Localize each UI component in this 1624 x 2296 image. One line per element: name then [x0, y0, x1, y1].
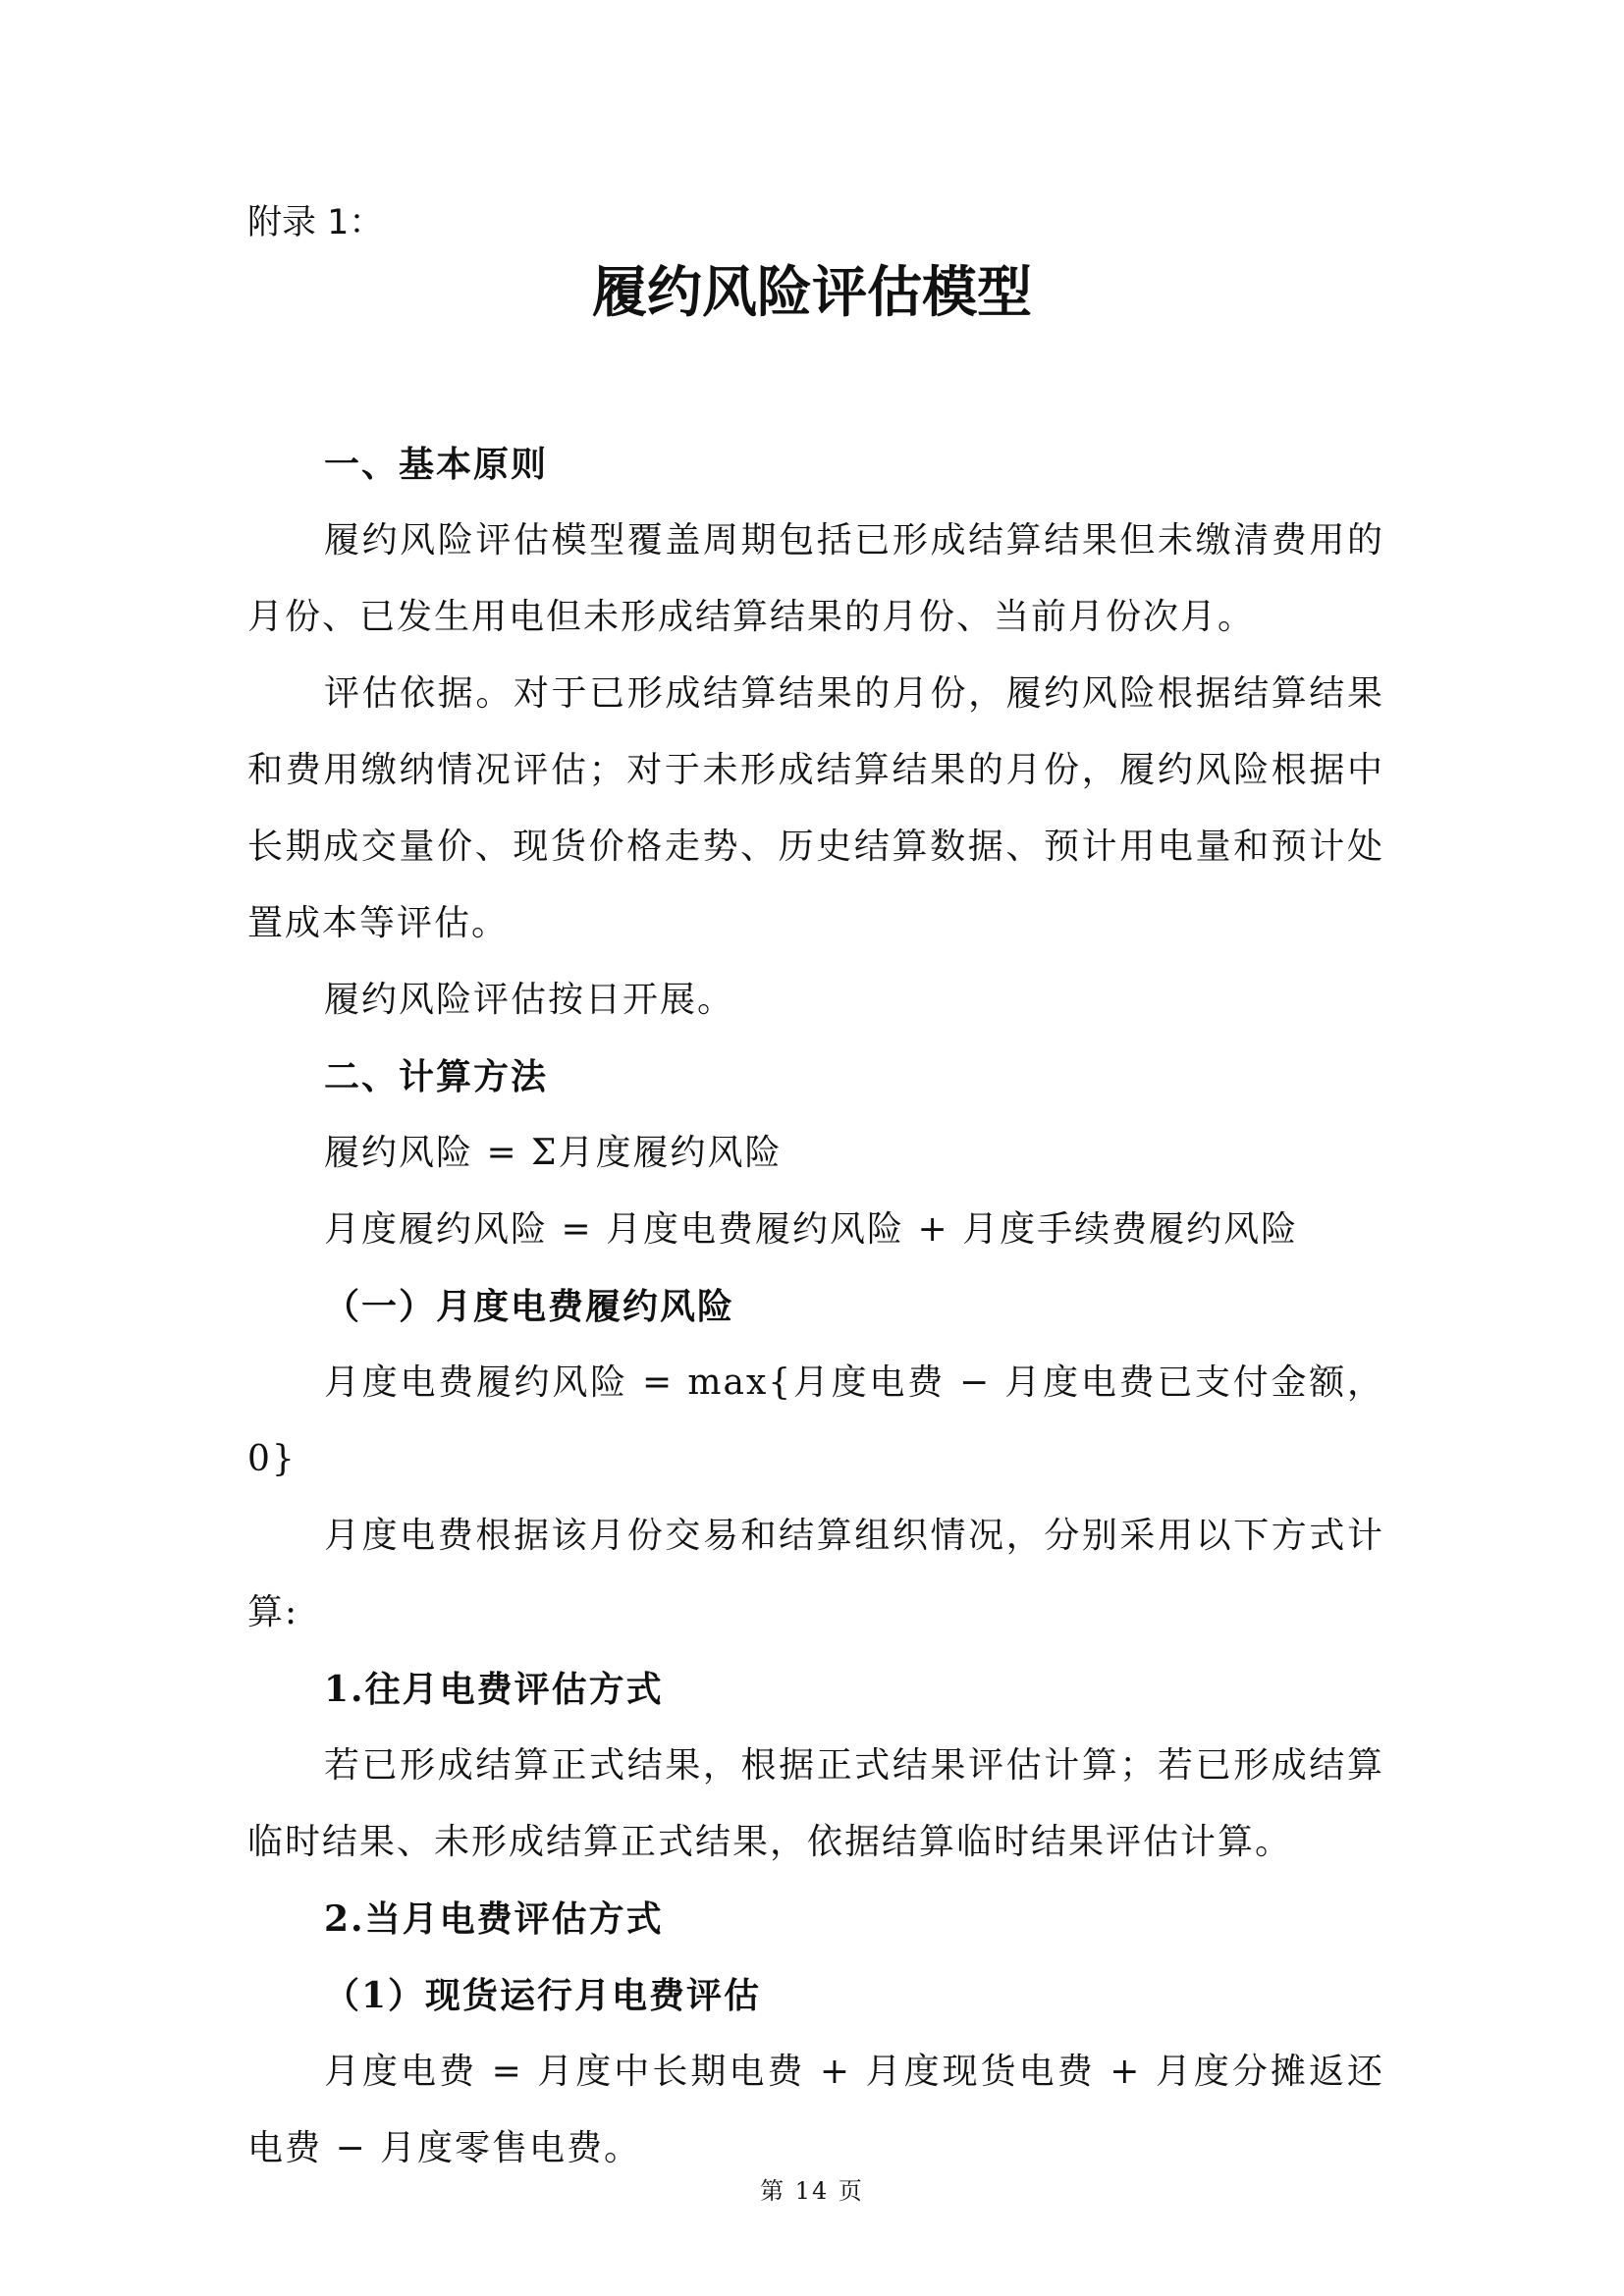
subsection-heading-electricity-fee-risk: （一）月度电费履约风险 [324, 1286, 735, 1327]
paragraph-coverage-period: 履约风险评估模型覆盖周期包括已形成结算结果但未缴清费用的月份、已发生用电但未形成结算结果的月份、当前月份次月。 [247, 520, 1384, 637]
paragraph-past-month: 若已形成结算正式结果，根据正式结果评估计算；若已形成结算临时结果、未形成结算正式结果，依据结算临时结果评估计算。 [247, 1745, 1384, 1862]
document-body [247, 426, 1384, 2187]
item-heading-past-month: 1.往月电费评估方式 [324, 1669, 664, 1710]
paragraph-assessment-basis: 评估依据。对于已形成结算结果的月份，履约风险根据结算结果和费用缴纳情况评估；对于未形成结算结果的月份，履约风险根据中长期成交量价、现货价格走势、历史结算数据、预计用电量和预计处置成本等评估。 [247, 673, 1384, 943]
section-heading-basic-principles: 一、基本原则 [324, 444, 549, 485]
page-title: 履约风险评估模型 [592, 260, 1032, 325]
page-number: 第 14 页 [760, 2177, 864, 2205]
paragraph-daily-assessment: 履约风险评估按日开展。 [324, 980, 735, 1020]
appendix-label: 附录 1： [247, 203, 384, 242]
formula-total-risk: 履约风险 = Σ月度履约风险 [324, 1133, 783, 1173]
section-heading-calculation-method: 二、计算方法 [324, 1056, 549, 1097]
formula-electricity-fee-risk: 月度电费履约风险 = max{月度电费 − 月度电费已支付金额，0} [247, 1362, 1384, 1479]
formula-monthly-risk: 月度履约风险 = 月度电费履约风险 + 月度手续费履约风险 [324, 1209, 1299, 1250]
item-heading-current-month: 2.当月电费评估方式 [324, 1898, 664, 1940]
formula-monthly-electricity-fee: 月度电费 = 月度中长期电费 + 月度现货电费 + 月度分摊返还电费 − 月度零售电费。 [247, 2052, 1384, 2168]
item-subheading-spot-operation: （1）现货运行月电费评估 [324, 1975, 762, 2016]
paragraph-calculation-methods: 月度电费根据该月份交易和结算组织情况，分别采用以下方式计算: [247, 1516, 1384, 1632]
